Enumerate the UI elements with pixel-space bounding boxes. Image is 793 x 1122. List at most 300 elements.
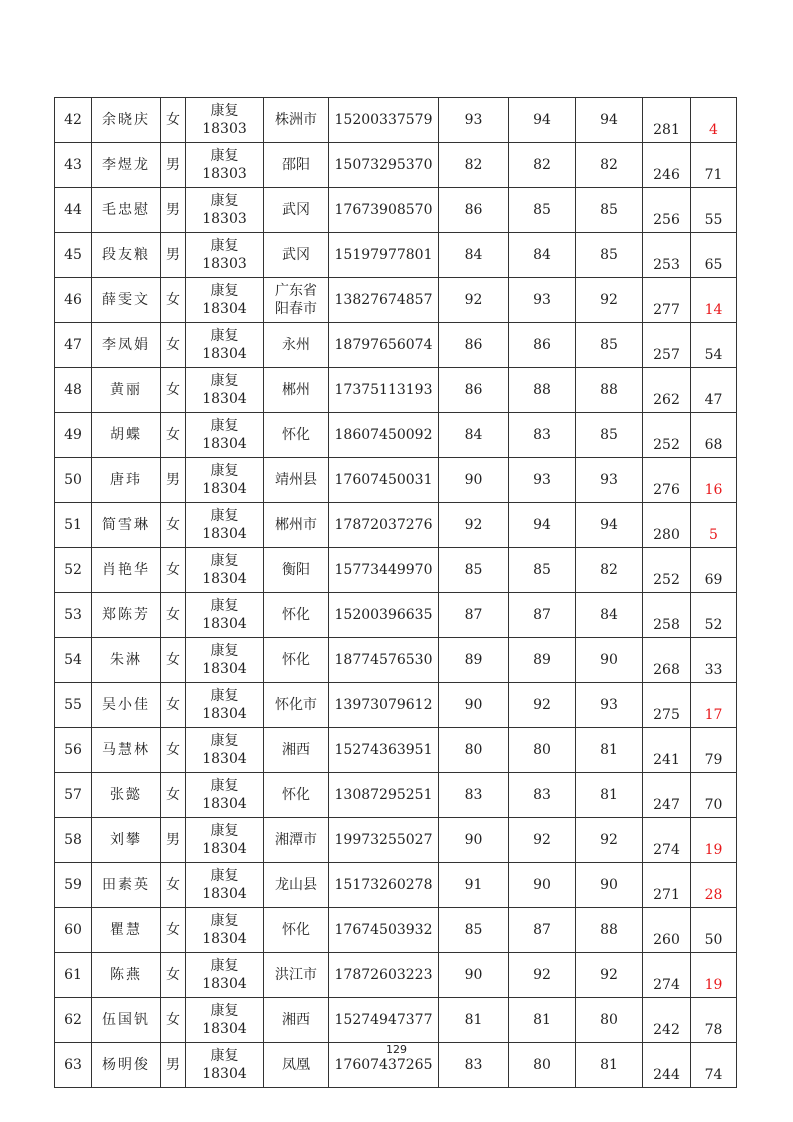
row-number: 51 [55,503,92,548]
phone: 13827674857 [329,278,439,323]
score-2: 92 [509,953,576,998]
score-1: 90 [439,683,509,728]
gender: 男 [161,1043,186,1088]
row-number: 61 [55,953,92,998]
score-2: 93 [509,278,576,323]
score-3: 80 [576,998,643,1043]
origin: 怀化 [264,908,329,953]
table-row [55,953,737,998]
gender: 女 [161,368,186,413]
class-code: 18304 [202,931,247,947]
class-major: 康复 [210,328,239,344]
class-major: 康复 [210,913,239,929]
score-3: 82 [576,548,643,593]
student-name: 余晓庆 [92,98,161,143]
score-3: 81 [576,1043,643,1088]
phone: 17872603223 [329,953,439,998]
class-major: 康复 [210,283,239,299]
score-2: 85 [509,188,576,233]
total-score: 262 [643,368,691,413]
gender: 男 [161,143,186,188]
class-major: 康复 [210,148,239,164]
row-number: 54 [55,638,92,683]
origin: 靖州县 [264,458,329,503]
total-score: 277 [643,278,691,323]
class-cell [186,863,264,908]
student-name: 吴小佳 [92,683,161,728]
class-major: 康复 [210,238,239,254]
total-score: 280 [643,503,691,548]
table-row [55,98,737,143]
phone: 17607437265 [329,1043,439,1088]
score-2: 83 [509,413,576,458]
score-1: 83 [439,773,509,818]
score-1: 86 [439,323,509,368]
origin: 洪江市 [264,953,329,998]
total-score: 241 [643,728,691,773]
table-row [55,593,737,638]
class-cell [186,953,264,998]
rank: 16 [691,458,737,503]
class-code: 18304 [202,301,247,317]
class-code: 18304 [202,571,247,587]
class-code: 18304 [202,706,247,722]
total-score: 268 [643,638,691,683]
origin: 怀化 [264,773,329,818]
row-number: 47 [55,323,92,368]
class-major: 康复 [210,418,239,434]
total-score: 281 [643,98,691,143]
score-2: 81 [509,998,576,1043]
student-name: 李煜龙 [92,143,161,188]
phone: 15773449970 [329,548,439,593]
origin: 衡阳 [264,548,329,593]
rank: 54 [691,323,737,368]
class-cell [186,233,264,278]
total-score: 276 [643,458,691,503]
gender: 女 [161,908,186,953]
score-2: 93 [509,458,576,503]
table-row [55,233,737,278]
class-cell [186,683,264,728]
row-number: 63 [55,1043,92,1088]
student-name: 瞿慧 [92,908,161,953]
class-cell [186,773,264,818]
origin: 湘西 [264,998,329,1043]
origin: 广东省 阳春市 [264,278,329,323]
rank: 5 [691,503,737,548]
gender: 女 [161,683,186,728]
score-3: 85 [576,323,643,368]
student-name: 黄丽 [92,368,161,413]
class-code: 18304 [202,886,247,902]
class-code: 18303 [202,166,247,182]
origin: 湘西 [264,728,329,773]
phone: 18797656074 [329,323,439,368]
score-1: 91 [439,863,509,908]
student-name: 张懿 [92,773,161,818]
phone: 17375113193 [329,368,439,413]
score-1: 86 [439,188,509,233]
score-3: 81 [576,728,643,773]
row-number: 59 [55,863,92,908]
class-major: 康复 [210,1048,239,1064]
score-2: 87 [509,593,576,638]
score-1: 90 [439,458,509,503]
page-number: 129 [386,1043,407,1056]
student-name: 胡蝶 [92,413,161,458]
score-2: 83 [509,773,576,818]
rank: 55 [691,188,737,233]
class-major: 康复 [210,778,239,794]
rank: 70 [691,773,737,818]
score-2: 86 [509,323,576,368]
table-row [55,998,737,1043]
class-code: 18304 [202,526,247,542]
origin: 湘潭市 [264,818,329,863]
class-code: 18303 [202,121,247,137]
origin: 怀化市 [264,683,329,728]
gender: 女 [161,323,186,368]
score-3: 93 [576,458,643,503]
gender: 女 [161,413,186,458]
class-major: 康复 [210,823,239,839]
phone: 17674503932 [329,908,439,953]
table-row [55,143,737,188]
rank: 47 [691,368,737,413]
score-2: 92 [509,818,576,863]
total-score: 252 [643,548,691,593]
table-row [55,548,737,593]
student-name: 杨明俊 [92,1043,161,1088]
score-3: 94 [576,98,643,143]
total-score: 256 [643,188,691,233]
score-3: 88 [576,368,643,413]
score-1: 89 [439,638,509,683]
phone: 17673908570 [329,188,439,233]
origin: 怀化 [264,593,329,638]
table-body [55,98,737,1088]
total-score: 258 [643,593,691,638]
table-row [55,503,737,548]
gender: 女 [161,278,186,323]
rank: 4 [691,98,737,143]
total-score: 257 [643,323,691,368]
origin: 怀化 [264,638,329,683]
score-3: 88 [576,908,643,953]
total-score: 274 [643,953,691,998]
table-row [55,818,737,863]
table-row [55,368,737,413]
score-1: 85 [439,548,509,593]
score-3: 85 [576,188,643,233]
class-major: 康复 [210,508,239,524]
row-number: 43 [55,143,92,188]
origin: 武冈 [264,188,329,233]
score-3: 92 [576,278,643,323]
score-1: 80 [439,728,509,773]
gender: 女 [161,503,186,548]
origin: 凤凰 [264,1043,329,1088]
rank: 52 [691,593,737,638]
student-name: 段友粮 [92,233,161,278]
score-2: 80 [509,1043,576,1088]
class-major: 康复 [210,103,239,119]
class-cell [186,638,264,683]
score-2: 89 [509,638,576,683]
phone: 15274947377 [329,998,439,1043]
row-number: 44 [55,188,92,233]
origin: 邵阳 [264,143,329,188]
origin: 武冈 [264,233,329,278]
score-3: 92 [576,953,643,998]
score-2: 88 [509,368,576,413]
class-major: 康复 [210,958,239,974]
score-2: 94 [509,503,576,548]
student-name: 田素英 [92,863,161,908]
gender: 女 [161,548,186,593]
student-name: 李凤娟 [92,323,161,368]
class-cell [186,548,264,593]
student-name: 陈燕 [92,953,161,998]
phone: 13087295251 [329,773,439,818]
row-number: 58 [55,818,92,863]
gender: 男 [161,818,186,863]
origin: 株洲市 [264,98,329,143]
rank: 50 [691,908,737,953]
rank: 28 [691,863,737,908]
score-1: 86 [439,368,509,413]
class-code: 18304 [202,391,247,407]
class-cell [186,458,264,503]
score-2: 87 [509,908,576,953]
student-name: 毛忠慰 [92,188,161,233]
student-name: 简雪琳 [92,503,161,548]
rank: 14 [691,278,737,323]
table-row [55,278,737,323]
class-code: 18304 [202,841,247,857]
origin: 永州 [264,323,329,368]
student-name: 肖艳华 [92,548,161,593]
gender: 男 [161,233,186,278]
rank: 33 [691,638,737,683]
class-major: 康复 [210,193,239,209]
table-row [55,683,737,728]
score-2: 85 [509,548,576,593]
table-row [55,908,737,953]
phone: 15197977801 [329,233,439,278]
score-2: 94 [509,98,576,143]
class-code: 18304 [202,751,247,767]
rank: 69 [691,548,737,593]
phone: 18607450092 [329,413,439,458]
row-number: 60 [55,908,92,953]
score-3: 85 [576,413,643,458]
phone: 15173260278 [329,863,439,908]
score-2: 90 [509,863,576,908]
score-1: 81 [439,998,509,1043]
total-score: 242 [643,998,691,1043]
gender: 女 [161,998,186,1043]
class-cell [186,818,264,863]
class-code: 18304 [202,796,247,812]
class-cell [186,998,264,1043]
gender: 女 [161,638,186,683]
score-1: 85 [439,908,509,953]
origin: 怀化 [264,413,329,458]
rank: 19 [691,953,737,998]
class-code: 18304 [202,436,247,452]
score-3: 90 [576,638,643,683]
class-major: 康复 [210,868,239,884]
total-score: 244 [643,1043,691,1088]
total-score: 260 [643,908,691,953]
score-1: 84 [439,233,509,278]
row-number: 45 [55,233,92,278]
class-code: 18303 [202,256,247,272]
score-3: 84 [576,593,643,638]
row-number: 46 [55,278,92,323]
class-major: 康复 [210,733,239,749]
rank: 78 [691,998,737,1043]
gender: 男 [161,188,186,233]
phone: 17872037276 [329,503,439,548]
total-score: 275 [643,683,691,728]
table-row [55,863,737,908]
score-3: 81 [576,773,643,818]
class-major: 康复 [210,1003,239,1019]
table-row [55,458,737,503]
rank: 74 [691,1043,737,1088]
phone: 19973255027 [329,818,439,863]
total-score: 271 [643,863,691,908]
rank: 79 [691,728,737,773]
row-number: 55 [55,683,92,728]
table-row [55,413,737,458]
student-name: 朱淋 [92,638,161,683]
score-1: 90 [439,818,509,863]
class-code: 18304 [202,616,247,632]
rank: 71 [691,143,737,188]
class-code: 18304 [202,346,247,362]
class-major: 康复 [210,463,239,479]
gender: 女 [161,953,186,998]
class-code: 18303 [202,211,247,227]
class-cell [186,143,264,188]
score-3: 82 [576,143,643,188]
phone: 18774576530 [329,638,439,683]
class-major: 康复 [210,643,239,659]
class-major: 康复 [210,688,239,704]
table-row [55,323,737,368]
row-number: 56 [55,728,92,773]
class-cell [186,728,264,773]
row-number: 49 [55,413,92,458]
phone: 15073295370 [329,143,439,188]
class-code: 18304 [202,481,247,497]
score-2: 84 [509,233,576,278]
score-2: 92 [509,683,576,728]
rank: 17 [691,683,737,728]
rank: 19 [691,818,737,863]
score-1: 90 [439,953,509,998]
class-cell [186,188,264,233]
score-3: 92 [576,818,643,863]
score-table [54,97,737,1088]
score-1: 92 [439,503,509,548]
gender: 女 [161,863,186,908]
table-row [55,188,737,233]
total-score: 246 [643,143,691,188]
rank: 68 [691,413,737,458]
rank: 65 [691,233,737,278]
class-major: 康复 [210,553,239,569]
score-3: 85 [576,233,643,278]
gender: 女 [161,593,186,638]
row-number: 57 [55,773,92,818]
class-cell [186,278,264,323]
phone: 17607450031 [329,458,439,503]
student-name: 伍国钒 [92,998,161,1043]
total-score: 252 [643,413,691,458]
row-number: 62 [55,998,92,1043]
table-row [55,773,737,818]
class-major: 康复 [210,598,239,614]
phone: 13973079612 [329,683,439,728]
score-1: 92 [439,278,509,323]
row-number: 42 [55,98,92,143]
row-number: 53 [55,593,92,638]
class-cell [186,503,264,548]
class-cell [186,908,264,953]
student-name: 马慧林 [92,728,161,773]
score-3: 90 [576,863,643,908]
phone: 15200396635 [329,593,439,638]
total-score: 253 [643,233,691,278]
table-row [55,638,737,683]
table-row [55,728,737,773]
gender: 女 [161,728,186,773]
class-major: 康复 [210,373,239,389]
gender: 女 [161,98,186,143]
score-1: 93 [439,98,509,143]
phone: 15274363951 [329,728,439,773]
class-code: 18304 [202,1066,247,1082]
score-3: 94 [576,503,643,548]
class-cell [186,593,264,638]
class-code: 18304 [202,1021,247,1037]
score-2: 82 [509,143,576,188]
total-score: 274 [643,818,691,863]
total-score: 247 [643,773,691,818]
class-cell [186,98,264,143]
score-1: 82 [439,143,509,188]
student-name: 刘攀 [92,818,161,863]
score-1: 87 [439,593,509,638]
score-1: 83 [439,1043,509,1088]
origin: 龙山县 [264,863,329,908]
gender: 女 [161,773,186,818]
class-cell [186,323,264,368]
origin: 郴州市 [264,503,329,548]
class-cell [186,368,264,413]
class-code: 18304 [202,661,247,677]
origin: 郴州 [264,368,329,413]
student-name: 唐玮 [92,458,161,503]
row-number: 50 [55,458,92,503]
student-name: 郑陈芳 [92,593,161,638]
row-number: 52 [55,548,92,593]
